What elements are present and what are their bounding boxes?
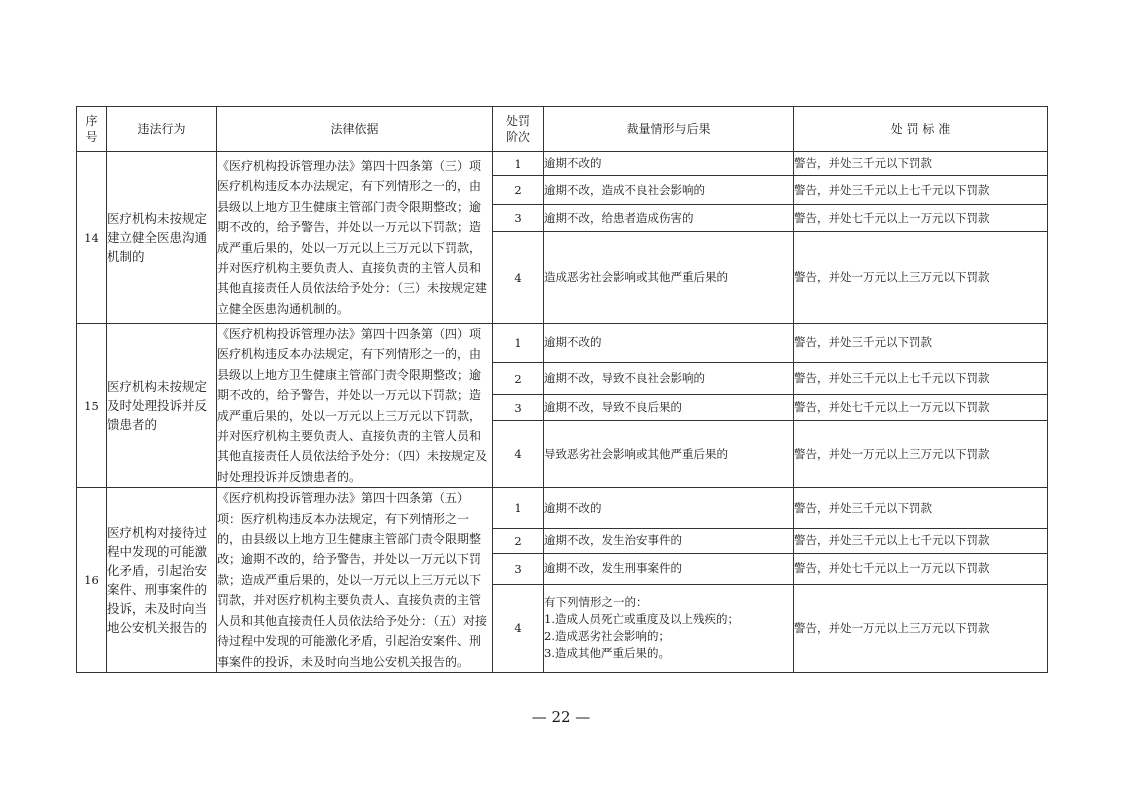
standard-cell: 警告，并处三千元以下罚款 — [794, 488, 1048, 529]
standard-cell: 警告，并处一万元以上三万元以下罚款 — [794, 232, 1048, 324]
level-cell: 2 — [493, 362, 544, 395]
level-cell: 3 — [493, 553, 544, 584]
page-number: — 22 — — [531, 708, 591, 726]
standard-cell: 警告，并处三千元以上七千元以下罚款 — [794, 362, 1048, 395]
circumstances-line: 3.造成其他严重后果的。 — [544, 646, 670, 661]
circumstances-line: 逾期不改的 — [544, 500, 602, 515]
standard-cell: 警告，并处三千元以上七千元以下罚款 — [794, 176, 1048, 205]
circumstances-line: 逾期不改，导致不良社会影响的 — [544, 371, 705, 386]
circumstances-line: 逾期不改，造成不良社会影响的 — [544, 182, 705, 197]
table-row — [77, 324, 1048, 363]
standard-cell: 警告，并处七千元以上一万元以下罚款 — [794, 205, 1048, 232]
level-cell: 3 — [493, 395, 544, 421]
header-violation: 违法行为 — [107, 107, 217, 152]
level-cell: 1 — [493, 152, 544, 176]
header-level: 处罚阶次 — [493, 107, 544, 152]
header-row — [77, 107, 1048, 152]
circumstances-line: 导致恶劣社会影响或其他严重后果的 — [544, 446, 728, 461]
header-legal-basis: 法律依据 — [217, 107, 493, 152]
seq-cell: 14 — [77, 152, 107, 324]
circumstances-cell — [544, 420, 794, 487]
violation-cell: 医疗机构未按规定及时处理投诉并反馈患者的 — [107, 324, 217, 488]
circumstances-cell — [544, 584, 794, 672]
violation-cell: 医疗机构未按规定建立健全医患沟通机制的 — [107, 152, 217, 324]
violation-cell: 医疗机构对接待过程中发现的可能激化矛盾，引起治安案件、刑事案件的投诉，未及时向当地公安机关报告的 — [107, 488, 217, 673]
circumstances-line: 逾期不改，发生治安事件的 — [544, 533, 682, 548]
level-cell: 2 — [493, 176, 544, 205]
circumstances-cell — [544, 232, 794, 324]
level-cell: 2 — [493, 529, 544, 554]
circumstances-line: 逾期不改，发生刑事案件的 — [544, 561, 682, 576]
circumstances-cell — [544, 324, 794, 363]
level-cell: 4 — [493, 420, 544, 487]
circumstances-cell — [544, 488, 794, 529]
level-cell: 1 — [493, 488, 544, 529]
penalty-table — [76, 106, 1048, 673]
circumstances-cell — [544, 152, 794, 176]
circumstances-line: 1.造成人员死亡或重度及以上残疾的； — [544, 612, 739, 627]
level-cell: 4 — [493, 584, 544, 672]
circumstances-line: 造成恶劣社会影响或其他严重后果的 — [544, 270, 728, 284]
circumstances-line: 逾期不改，导致不良后果的 — [544, 400, 682, 415]
seq-cell: 16 — [77, 488, 107, 673]
header-circumstances: 裁量情形与后果 — [544, 107, 794, 152]
standard-cell: 警告，并处七千元以上一万元以下罚款 — [794, 395, 1048, 421]
circumstances-cell — [544, 205, 794, 232]
circumstances-line: 逾期不改的 — [544, 156, 602, 170]
table-row — [77, 488, 1048, 529]
circumstances-line: 有下列情形之一的： — [544, 595, 648, 610]
seq-cell: 15 — [77, 324, 107, 488]
legal-basis-cell: 《医疗机构投诉管理办法》第四十四条第（三）项 医疗机构违反本办法规定，有下列情形之一的，由县级以上地方卫生健康主管部门责令限期整改；逾期不改的，给予警告，并处以一万元以下罚款；造成严重后果的，处以一万元以上三万元以下罚款，并对医疗机构主要负责人、直接负责的主管人员和其他直接责任人员依法给予处分：（三）未按规定建立健全医患沟通机制的。 — [217, 152, 493, 324]
circumstances-cell — [544, 176, 794, 205]
standard-cell: 警告，并处一万元以上三万元以下罚款 — [794, 584, 1048, 672]
circumstances-cell — [544, 553, 794, 584]
header-seq: 序号 — [77, 107, 107, 152]
level-cell: 3 — [493, 205, 544, 232]
level-cell: 4 — [493, 232, 544, 324]
standard-cell: 警告，并处三千元以下罚款 — [794, 152, 1048, 176]
legal-basis-cell: 《医疗机构投诉管理办法》第四十四条第（四）项 医疗机构违反本办法规定，有下列情形之一的，由县级以上地方卫生健康主管部门责令限期整改；逾期不改的，给予警告，并处以一万元以下罚款；造成严重后果的，处以一万元以上三万元以下罚款，并对医疗机构主要负责人、直接负责的主管人员和其他直接责任人员依法给予处分：（四）未按规定及时处理投诉并反馈患者的。 — [217, 324, 493, 488]
circumstances-cell — [544, 362, 794, 395]
circumstances-line: 逾期不改的 — [544, 335, 602, 350]
legal-basis-cell: 《医疗机构投诉管理办法》第四十四条第（五）项：医疗机构违反本办法规定，有下列情形之一的，由县级以上地方卫生健康主管部门责令限期整改；逾期不改的，给予警告，并处以一万元以下罚款；造成严重后果的，处以一万元以上三万元以下罚款，并对医疗机构主要负责人、直接负责的主管人员和其他直接责任人员依法给予处分：（五）对接待过程中发现的可能激化矛盾，引起治安案件、刑事案件的投诉，未及时向当地公安机关报告的。 — [217, 488, 493, 673]
table-row — [77, 152, 1048, 176]
header-standard: 处 罚 标 准 — [794, 107, 1048, 152]
standard-cell: 警告，并处三千元以下罚款 — [794, 324, 1048, 363]
circumstances-line: 逾期不改，给患者造成伤害的 — [544, 210, 694, 225]
standard-cell: 警告，并处七千元以上一万元以下罚款 — [794, 553, 1048, 584]
circumstances-cell — [544, 529, 794, 554]
circumstances-line: 2.造成恶劣社会影响的； — [544, 629, 670, 644]
circumstances-cell — [544, 395, 794, 421]
standard-cell: 警告，并处一万元以上三万元以下罚款 — [794, 420, 1048, 487]
standard-cell: 警告，并处三千元以上七千元以下罚款 — [794, 529, 1048, 554]
level-cell: 1 — [493, 324, 544, 363]
